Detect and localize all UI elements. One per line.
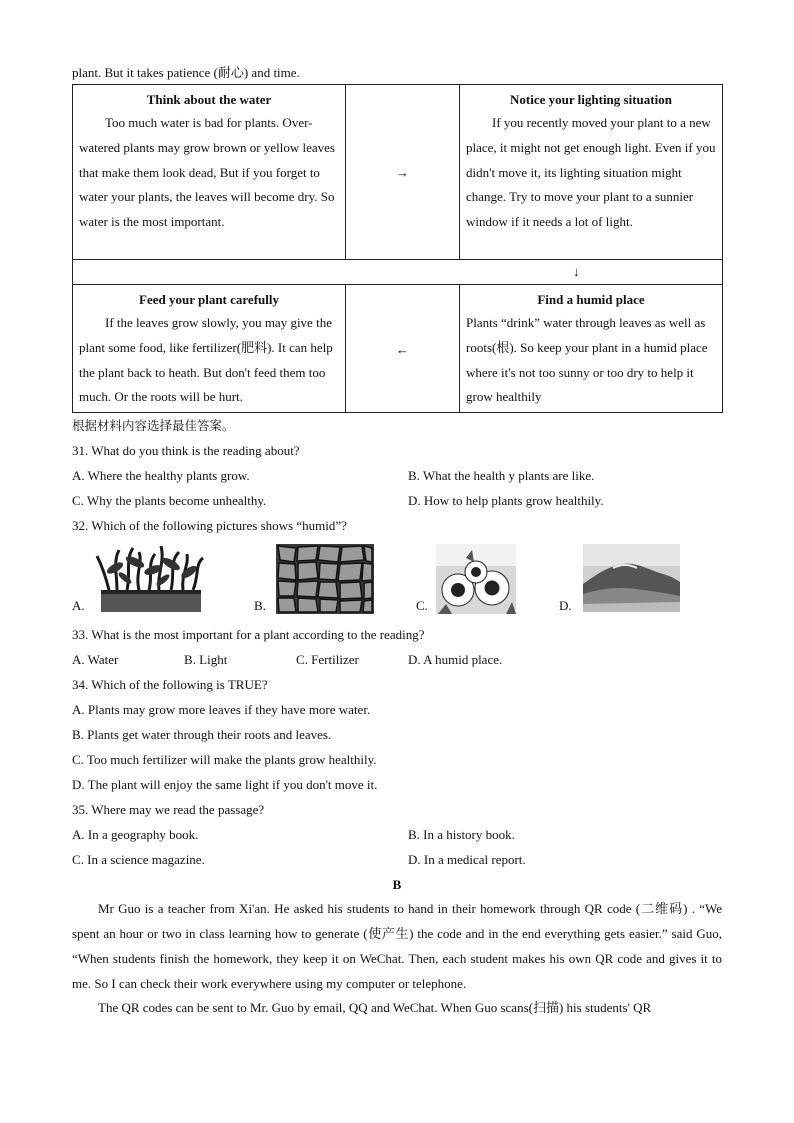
q33-option-a[interactable]: A. Water [72,652,119,668]
lighting-cell [460,85,723,260]
q31-option-d[interactable]: D. How to help plants grow healthily. [408,493,604,509]
humid-title: Find a humid place [537,292,645,307]
humid-cell [460,285,723,413]
q32-option-c[interactable]: C. [416,598,428,614]
q32-option-a[interactable]: A. [72,598,85,614]
q34-stem: 34. Which of the following is TRUE? [72,677,268,693]
feed-title: Feed your plant carefully [139,292,279,307]
q35-stem: 35. Where may we read the passage? [72,802,265,818]
lighting-body: If you recently moved your plant to a new place, it might not get enough light. Even if you didn't move it, its lighting situation might change. Try to move your plant to a sunnier window if it needs a lot of light. [466,115,716,230]
water-title: Think about the water [146,92,272,107]
q31-stem: 31. What do you think is the reading about? [72,443,300,459]
q35-options-row1 [72,822,722,847]
q33-option-b[interactable]: B. Light [184,652,228,668]
cracked-dry-earth-picture [276,544,374,614]
section-b-paragraph-2: The QR codes can be sent to Mr. Guo by email, QQ and WeChat. When Guo scans(扫描) his students' QR [98,1000,652,1016]
feed-body: If the leaves grow slowly, you may give the plant some food, like fertilizer(肥料). It can help the plant back to heath. But don't feed them too much. Or the roots will be hurt. [79,315,333,405]
lighting-title: Notice your lighting situation [510,92,672,107]
q31-options-row1 [72,463,722,488]
q33-option-c[interactable]: C. Fertilizer [296,652,359,668]
q35-option-d[interactable]: D. In a medical report. [408,852,526,868]
q35-option-c[interactable]: C. In a science magazine. [72,852,205,868]
section-b-paragraph-1: Mr Guo is a teacher from Xi'an. He asked his students to hand in their homework through QR code (二维码) . “We spent an hour or two in class learning how to generate (使产生) the code and in the end everything gets easier.” said Guo, “When students finish the homework, they keep it on WeChat. Then, each student makes his own QR code and gives it to me. So I can check their work everywhere using my computer or telephone. [72,901,722,991]
feed-cell [73,285,346,413]
worksheet-page [72,62,722,1021]
q34-option-d[interactable]: D. The plant will enjoy the same light if you don't move it. [72,777,378,793]
q31-option-c[interactable]: C. Why the plants become unhealthy. [72,493,267,509]
water-body: Too much water is bad for plants. Over-watered plants may grow brown or yellow leaves that make them look dead, But if you forget to water your plants, the leaves will become dry. So water is the most important. [79,115,335,230]
water-cell [73,85,346,260]
misty-mountain-picture [583,544,680,612]
q32-picture-options [72,538,722,622]
intro-line: plant. But it takes patience (耐心) and time. [72,65,300,80]
q31-option-a[interactable]: A. Where the healthy plants grow. [72,468,250,484]
arrow-right-cell [346,85,460,260]
instruction: 根据材料内容选择最佳答案。 [72,418,235,434]
q35-options-row2 [72,847,722,872]
q34-option-a[interactable]: A. Plants may grow more leaves if they have more water. [72,702,371,718]
arrow-left-icon: ← [396,341,409,357]
q33-stem: 33. What is the most important for a plant according to the reading? [72,627,425,643]
section-b-title: B [392,877,402,893]
q32-option-d[interactable]: D. [559,598,572,614]
arrow-right-icon: → [396,165,409,180]
arrow-left-cell [346,285,460,413]
sunflowers-picture [436,544,516,614]
plants-in-pot-picture [95,544,205,616]
q34-option-c[interactable]: C. Too much fertilizer will make the plants grow healthily. [72,752,377,768]
q35-option-b[interactable]: B. In a history book. [408,827,515,843]
arrow-down-icon: ↓ [573,264,580,279]
q35-option-a[interactable]: A. In a geography book. [72,827,199,843]
humid-body: Plants “drink” water through leaves as well as roots(根). So keep your plant in a humid place where it's not too sunny or too dry to help it grow healthily [466,315,708,405]
arrow-down-row [73,260,723,285]
q32-stem: 32. Which of the following pictures shows “humid”? [72,518,347,534]
q31-options-row2 [72,488,722,513]
q33-options-row [72,647,722,672]
q33-option-d[interactable]: D. A humid place. [408,652,503,668]
plant-care-flowchart [72,84,723,413]
q31-option-b[interactable]: B. What the health y plants are like. [408,468,595,484]
q32-option-b[interactable]: B. [254,598,266,614]
q34-option-b[interactable]: B. Plants get water through their roots and leaves. [72,727,332,743]
